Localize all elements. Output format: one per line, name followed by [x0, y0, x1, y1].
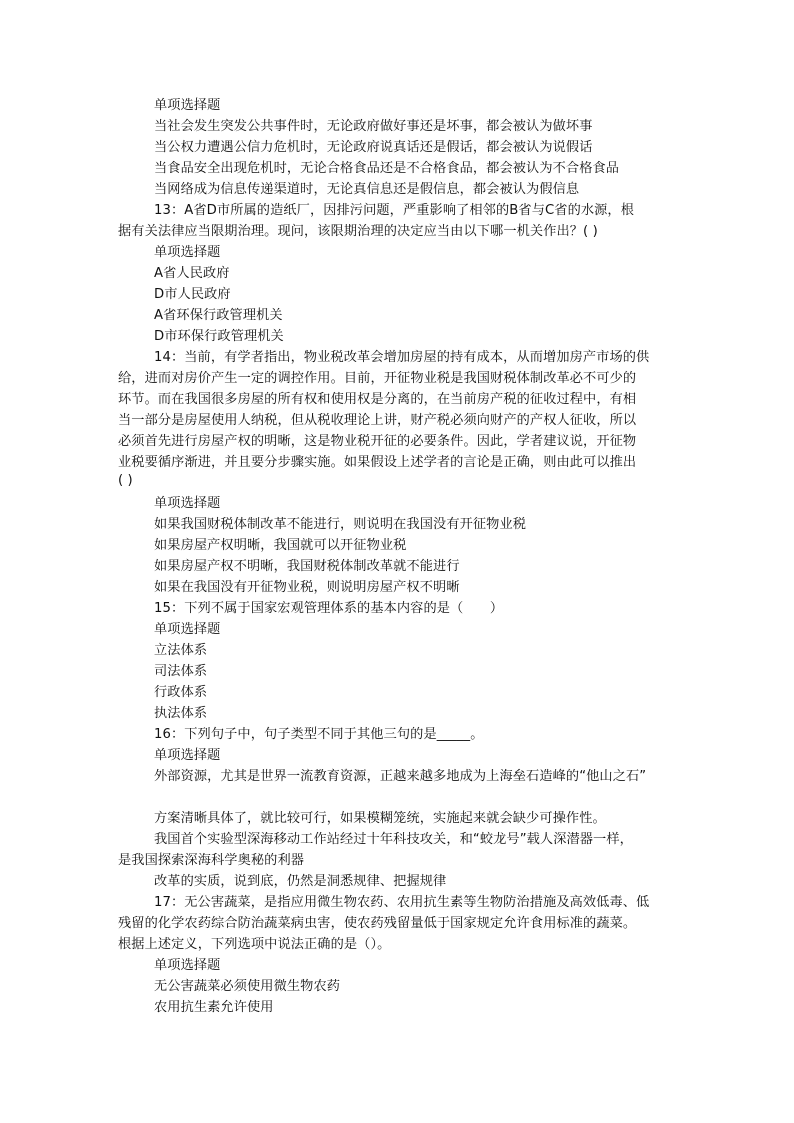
answer-option: 我国首个实验型深海移动工作站经过十年科技攻关，和“蛟龙号”载人深潜器一样， — [154, 832, 633, 847]
question-type-label: 单项选择题 — [154, 958, 221, 973]
answer-option: D市人民政府 — [154, 287, 231, 302]
question-14-text: 当一部分是房屋使用人纳税，但从税收理论上讲，财产税必须向财产的产权人征收，所以 — [118, 413, 637, 428]
question-17-text: 残留的化学农药综合防治蔬菜病虫害，使农药残留量低于国家规定允许食用标准的蔬菜。 — [118, 916, 637, 931]
answer-option: A省环保行政管理机关 — [154, 308, 283, 323]
question-13-text: 13：A省D市所属的造纸厂，因排污问题，严重影响了相邻的B省与C省的水源，根 — [154, 203, 635, 218]
question-type-label: 单项选择题 — [154, 98, 221, 113]
answer-option: 无公害蔬菜必须使用微生物农药 — [154, 979, 341, 994]
answer-option: 当食品安全出现危机时，无论合格食品还是不合格食品，都会被认为不合格食品 — [154, 161, 620, 176]
answer-option: 司法体系 — [154, 664, 208, 679]
question-type-label: 单项选择题 — [154, 245, 221, 260]
answer-option: 农用抗生素允许使用 — [154, 1000, 274, 1015]
answer-option: 如果房屋产权不明晰，我国财税体制改革就不能进行 — [154, 559, 460, 574]
question-17-text: 17：无公害蔬菜，是指应用微生物农药、农用抗生素等生物防治措施及高效低毒、低 — [154, 895, 650, 910]
question-15-text: 15：下列不属于国家宏观管理体系的基本内容的是（ ） — [154, 601, 504, 616]
answer-option: 当公权力遭遇公信力危机时，无论政府说真话还是假话，都会被认为说假话 — [154, 140, 593, 155]
answer-option: 是我国探索深海科学奥秘的利器 — [118, 853, 305, 868]
answer-option: A省人民政府 — [154, 266, 230, 281]
question-17-text: 根据上述定义，下列选项中说法正确的是（）。 — [118, 937, 391, 952]
answer-option: 如果房屋产权明晰，我国就可以开征物业税 — [154, 538, 407, 553]
answer-option: 当网络成为信息传递渠道时，无论真信息还是假信息，都会被认为假信息 — [154, 182, 580, 197]
question-14-text: ( ) — [118, 473, 133, 488]
question-13-text: 据有关法律应当限期治理。现问，该限期治理的决定应当由以下哪一机关作出？( ) — [118, 224, 598, 239]
answer-option: 当社会发生突发公共事件时，无论政府做好事还是坏事，都会被认为做坏事 — [154, 119, 593, 134]
answer-option: 外部资源，尤其是世界一流教育资源，正越来越多地成为上海垒石造峰的“他山之石” — [154, 769, 647, 784]
question-14-text: 给，进而对房价产生一定的调控作用。目前，开征物业税是我国财税体制改革必不可少的 — [118, 371, 637, 386]
answer-option: 方案清晰具体了，就比较可行，如果模糊笼统，实施起来就会缺少可操作性。 — [154, 811, 606, 826]
question-14-text: 业税要循序渐进，并且要分步骤实施。如果假设上述学者的言论是正确，则由此可以推出 — [118, 455, 637, 470]
answer-option: 执法体系 — [154, 706, 208, 721]
question-14-text: 14：当前，有学者指出，物业税改革会增加房屋的持有成本，从而增加房产市场的供 — [154, 350, 650, 365]
answer-option: 改革的实质，说到底，仍然是洞悉规律、把握规律 — [154, 874, 447, 889]
answer-option: 如果在我国没有开征物业税，则说明房屋产权不明晰 — [154, 580, 460, 595]
question-14-text: 必须首先进行房屋产权的明晰，这是物业税开征的必要条件。因此，学者建议说，开征物 — [118, 434, 637, 449]
question-14-text: 环节。而在我国很多房屋的所有权和使用权是分离的，在当前房产税的征收过程中，有相 — [118, 392, 637, 407]
answer-option: 立法体系 — [154, 643, 208, 658]
question-type-label: 单项选择题 — [154, 622, 221, 637]
answer-option: 如果我国财税体制改革不能进行，则说明在我国没有开征物业税 — [154, 517, 527, 532]
answer-option: D市环保行政管理机关 — [154, 329, 284, 344]
question-type-label: 单项选择题 — [154, 748, 221, 763]
question-type-label: 单项选择题 — [154, 496, 221, 511]
question-16-text: 16：下列句子中，句子类型不同于其他三句的是_____。 — [154, 727, 484, 742]
answer-option: 行政体系 — [154, 685, 208, 700]
